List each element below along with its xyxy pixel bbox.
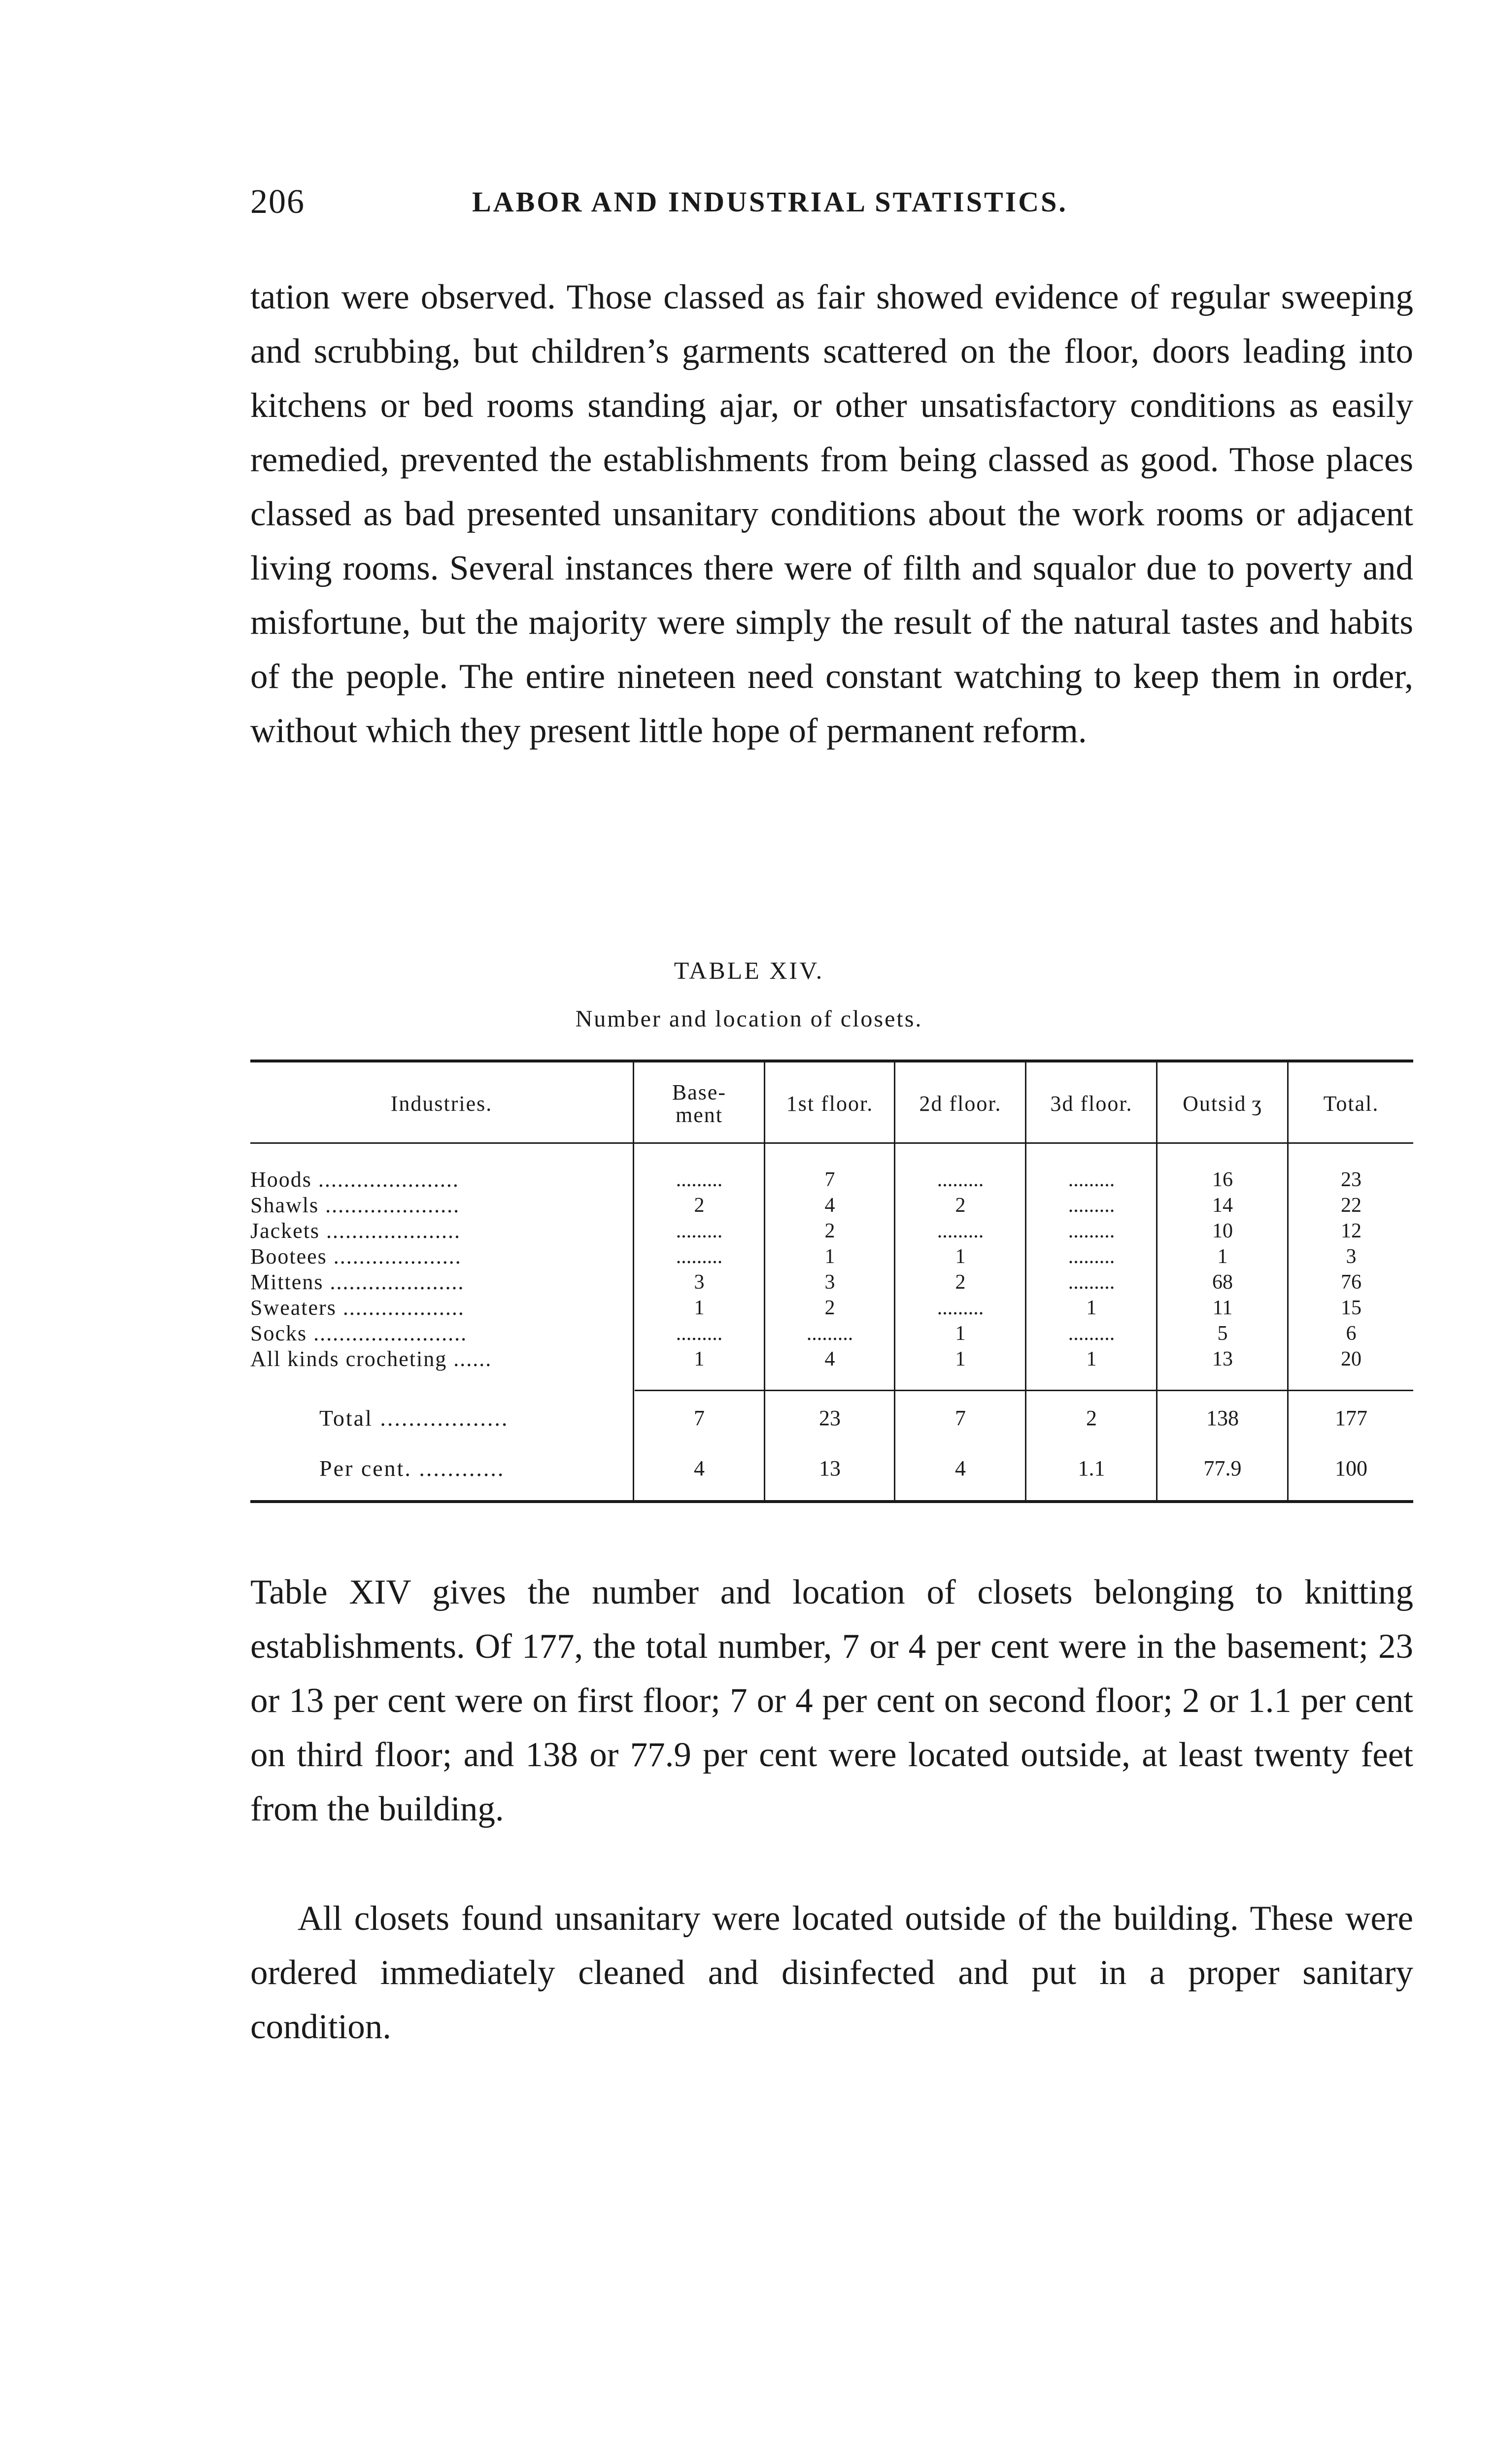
- header-basement: [635, 1074, 764, 1133]
- cell-outside: 16: [1212, 1168, 1233, 1191]
- cell-outside: 5: [1217, 1322, 1228, 1345]
- page-header: [250, 182, 1413, 227]
- row-label: Mittens .....................: [250, 1270, 465, 1294]
- cell-basement: .........: [676, 1220, 723, 1242]
- cell-second-floor: 1: [955, 1322, 966, 1345]
- cell-basement: 1: [694, 1297, 705, 1319]
- cell-third-floor: 1: [1086, 1348, 1097, 1370]
- percent-basement: 4: [694, 1456, 705, 1480]
- cell-total: 20: [1341, 1348, 1362, 1370]
- cell-first-floor: 4: [824, 1348, 835, 1370]
- cell-total: 3: [1346, 1245, 1357, 1268]
- cell-total: 22: [1341, 1194, 1362, 1217]
- total-first-floor: 23: [819, 1406, 841, 1430]
- total-third-floor: 2: [1086, 1406, 1097, 1430]
- cell-first-floor: 4: [824, 1194, 835, 1217]
- cell-third-floor: .........: [1068, 1220, 1115, 1242]
- row-label: All kinds crocheting ......: [250, 1347, 492, 1371]
- col-rule: [894, 1060, 895, 1500]
- cell-basement: 3: [694, 1271, 705, 1294]
- cell-basement: 2: [694, 1194, 705, 1217]
- col-rule: [1025, 1060, 1026, 1500]
- row-label: Hoods ......................: [250, 1167, 459, 1192]
- cell-first-floor: .........: [806, 1322, 853, 1345]
- cell-second-floor: 2: [955, 1194, 966, 1217]
- row-label: Socks ........................: [250, 1321, 468, 1345]
- cell-basement: .........: [676, 1168, 723, 1191]
- paragraph: All closets found unsanitary were located outside of the building. These were ordered immediately cleaned and disinfected and put in a proper sanitary condition.: [250, 1899, 1413, 2046]
- percent-total: 100: [1335, 1456, 1367, 1480]
- col-rule: [633, 1060, 634, 1500]
- total-outside: 138: [1206, 1406, 1239, 1430]
- cell-second-floor: .........: [937, 1297, 984, 1319]
- header-industries: Industries.: [390, 1092, 493, 1116]
- percent-third-floor: 1.1: [1078, 1456, 1105, 1480]
- col-rule: [1287, 1060, 1289, 1500]
- header-third-floor: 3d floor.: [1050, 1092, 1133, 1116]
- cell-total: 23: [1341, 1168, 1362, 1191]
- cell-second-floor: .........: [937, 1168, 984, 1191]
- cell-second-floor: 2: [955, 1271, 966, 1294]
- closets-table: [250, 1060, 1413, 1503]
- cell-outside: 68: [1212, 1271, 1233, 1294]
- cell-third-floor: 1: [1086, 1297, 1097, 1319]
- header-basement-line1: Base-: [672, 1080, 727, 1104]
- cell-third-floor: .........: [1068, 1194, 1115, 1217]
- cell-outside: 14: [1212, 1194, 1233, 1217]
- percent-first-floor: 13: [819, 1456, 841, 1480]
- total-basement: 7: [694, 1406, 705, 1430]
- cell-third-floor: .........: [1068, 1245, 1115, 1268]
- row-label: Jackets .....................: [250, 1219, 461, 1243]
- cell-third-floor: .........: [1068, 1271, 1115, 1294]
- cell-total: 15: [1341, 1297, 1362, 1319]
- cell-basement: .........: [676, 1322, 723, 1345]
- percent-outside: 77.9: [1203, 1456, 1242, 1480]
- cell-outside: 11: [1212, 1297, 1233, 1319]
- table-title: TABLE XIV.: [674, 957, 824, 984]
- total-second-floor: 7: [955, 1406, 966, 1430]
- row-label: Bootees ....................: [250, 1244, 462, 1268]
- cell-first-floor: 2: [824, 1297, 835, 1319]
- header-second-floor: 2d floor.: [919, 1092, 1002, 1116]
- table-bottom-rule: [250, 1500, 1413, 1503]
- cell-outside: 13: [1212, 1348, 1233, 1370]
- total-label: Total ..................: [319, 1405, 509, 1431]
- cell-basement: .........: [676, 1245, 723, 1268]
- cell-second-floor: 1: [955, 1348, 966, 1370]
- cell-first-floor: 7: [824, 1168, 835, 1191]
- col-rule: [1156, 1060, 1158, 1500]
- total-total: 177: [1335, 1406, 1367, 1430]
- cell-second-floor: .........: [937, 1220, 984, 1242]
- paragraph: tation were observed. Those classed as fair showed evidence of regular sweeping and scrubbing, but children’s garments scattered on the floor, doors leading into kitchens or bed rooms standing ajar, or other unsatisfactory conditions as easily remedied, prevented the establishments from being classed as good. Those places classed as bad presented unsanitary conditions about the work rooms or adjacent living rooms. Several instances there were of filth and squalor due to poverty and misfortune, but the majority were simply the result of the natural tastes and habits of the people. The entire nineteen need constant watching to keep them in order, without which they present little hope of permanent reform.: [250, 278, 1413, 750]
- cell-outside: 1: [1217, 1245, 1228, 1268]
- header-outside: Outsid ʒ: [1183, 1092, 1262, 1116]
- table-total-rule: [635, 1390, 1413, 1391]
- cell-total: 6: [1346, 1322, 1357, 1345]
- cell-first-floor: 2: [824, 1220, 835, 1242]
- row-label: Shawls .....................: [250, 1193, 460, 1217]
- header-total: Total.: [1323, 1092, 1379, 1116]
- table-top-rule: [250, 1060, 1413, 1062]
- cell-total: 12: [1341, 1220, 1362, 1242]
- percent-second-floor: 4: [955, 1456, 966, 1480]
- cell-first-floor: 1: [824, 1245, 835, 1268]
- cell-third-floor: .........: [1068, 1322, 1115, 1345]
- cell-basement: 1: [694, 1348, 705, 1370]
- paragraph: Table XIV gives the number and location of closets belonging to knitting establishments. Of 177, the total number, 7 or 4 per cent were in the basement; 23 or 13 per cent were on first floor; 7 or 4 per cent on second floor; 2 or 1.1 per cent on third floor; and 138 or 77.9 per cent were located outside, at least twenty feet from the building.: [250, 1573, 1413, 1828]
- header-basement-line2: ment: [676, 1103, 723, 1127]
- col-rule: [764, 1060, 765, 1500]
- percent-label: Per cent. ............: [319, 1456, 505, 1481]
- cell-outside: 10: [1212, 1220, 1233, 1242]
- page-number: 206: [250, 183, 305, 221]
- table-caption: Number and location of closets.: [575, 1006, 923, 1032]
- header-first-floor: 1st floor.: [786, 1092, 874, 1116]
- cell-first-floor: 3: [824, 1271, 835, 1294]
- row-label: Sweaters ...................: [250, 1296, 465, 1320]
- table-header-rule: [250, 1142, 1413, 1144]
- running-title: LABOR AND INDUSTRIAL STATISTICS.: [472, 186, 1068, 218]
- cell-total: 76: [1341, 1271, 1362, 1294]
- cell-third-floor: .........: [1068, 1168, 1115, 1191]
- cell-second-floor: 1: [955, 1245, 966, 1268]
